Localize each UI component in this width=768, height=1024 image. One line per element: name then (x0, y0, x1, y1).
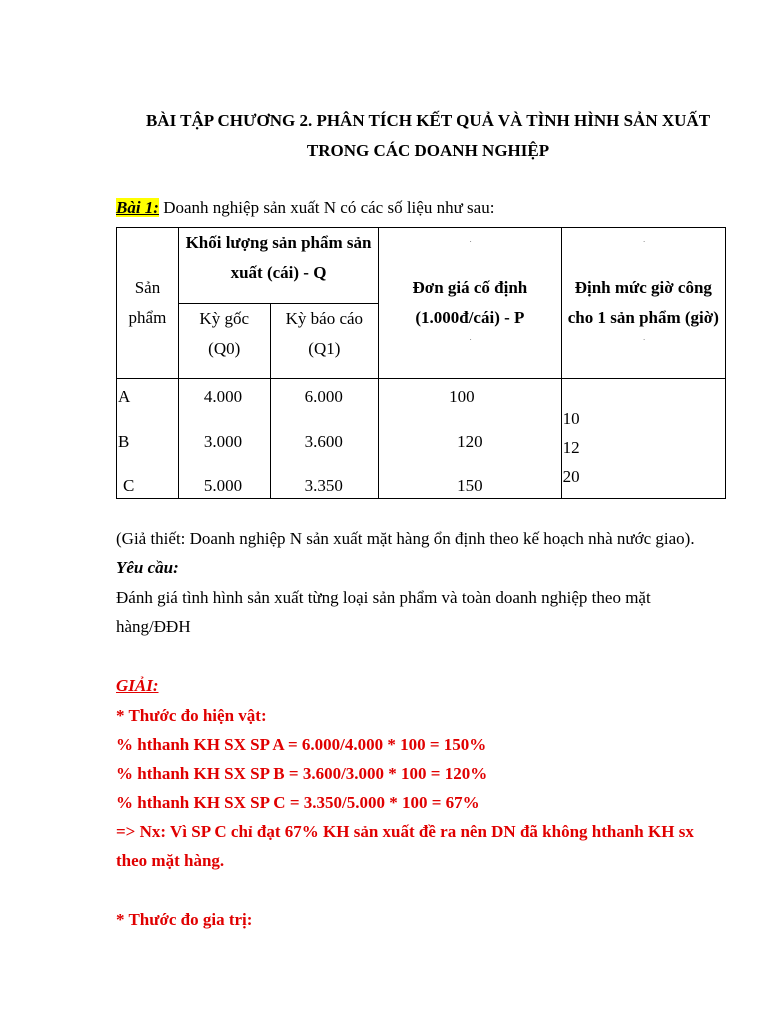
title-line-1: BÀI TẬP CHƯƠNG 2. PHÂN TÍCH KẾT QUẢ VÀ TÌNH HÌNH SẢN XUẤT (145, 111, 711, 130)
exercise-label: Bài 1: (116, 198, 159, 217)
q0-column (178, 379, 270, 499)
header-product-line-2: phẩm (128, 308, 167, 327)
marker-dot: . (643, 336, 645, 342)
conclusion-line-1: => Nx: Vì SP C chỉ đạt 67% KH sản xuất đề ra nên DN đã không hthanh KH sx (116, 822, 694, 841)
marker-dot: . (643, 238, 645, 244)
header-price-line-1: Đơn giá cố định (412, 278, 528, 297)
q0-c: 5.000 (203, 476, 243, 495)
solution-label-text: GIẢI: (116, 676, 159, 695)
product-column (117, 379, 179, 499)
completion-line-a: % hthanh KH SX SP A = 6.000/4.000 * 100 = 150% (116, 735, 487, 754)
header-product-line-1: Sản (134, 278, 161, 297)
document-title (100, 106, 756, 166)
production-data-table (116, 227, 726, 499)
header-norm-hours (561, 228, 725, 379)
completion-line-c: % hthanh KH SX SP C = 3.350/5.000 * 100 = 67% (116, 793, 480, 812)
exercise-intro (116, 197, 494, 219)
q1-a: 6.000 (304, 387, 343, 406)
requirement-line-2: hàng/ĐĐH (116, 617, 191, 636)
norm-c: 20 (562, 467, 580, 486)
header-price-line-2: (1.000đ/cái) - P (415, 308, 525, 327)
header-base-period (178, 303, 270, 379)
norm-hours-column (561, 379, 725, 499)
header-base-line-1: Kỳ gốc (199, 308, 249, 328)
price-b: 120 (457, 432, 483, 451)
header-report-line-2: (Q1) (308, 338, 341, 358)
product-b: B (118, 432, 130, 451)
marker-dot: . (469, 336, 472, 342)
q1-c: 3.350 (304, 476, 343, 495)
physical-measure-heading: * Thước đo hiện vật: (116, 706, 267, 725)
q1-column (270, 379, 379, 499)
header-quantity (178, 228, 378, 304)
header-product (117, 228, 179, 379)
requirement-line-1: Đánh giá tình hình sản xuất từng loại sản phẩm và toàn doanh nghiệp theo mặt (116, 588, 651, 607)
norm-b: 12 (562, 438, 580, 457)
price-a: 100 (449, 387, 475, 406)
price-c: 150 (457, 476, 483, 495)
value-measure-heading: * Thước đo gia trị: (116, 910, 253, 929)
header-quantity-line-2: xuất (cái) - Q (230, 263, 327, 282)
q1-b: 3.600 (304, 432, 343, 451)
solution-label (116, 671, 736, 701)
header-report-line-1: Kỳ báo cáo (285, 308, 364, 328)
header-price (379, 228, 561, 379)
header-base-line-2: (Q0) (208, 338, 241, 358)
q0-b: 3.000 (203, 432, 243, 451)
title-line-2: TRONG CÁC DOANH NGHIỆP (306, 141, 550, 160)
norm-a: 10 (562, 409, 580, 428)
exercise-intro-text: Doanh nghiệp sản xuất N có các số liệu như sau: (158, 198, 495, 217)
header-report-period (270, 303, 379, 379)
completion-line-b: % hthanh KH SX SP B = 3.600/3.000 * 100 = 120% (116, 764, 488, 783)
price-column (379, 379, 561, 499)
q0-a: 4.000 (203, 387, 243, 406)
assumption-note: (Giả thiết: Doanh nghiệp N sản xuất mặt hàng ổn định theo kế hoạch nhà nước giao). (116, 529, 695, 548)
product-c: C (123, 476, 135, 495)
requirement-label: Yêu cầu: (116, 558, 179, 577)
header-norm-line-1: Định mức giờ công (574, 278, 712, 297)
marker-dot: . (469, 238, 472, 244)
conclusion-line-2: theo mặt hàng. (116, 851, 225, 870)
header-norm-line-2: cho 1 sản phẩm (giờ) (567, 308, 719, 327)
header-quantity-line-1: Khối lượng sản phẩm sản (185, 233, 372, 252)
product-a: A (118, 387, 131, 406)
